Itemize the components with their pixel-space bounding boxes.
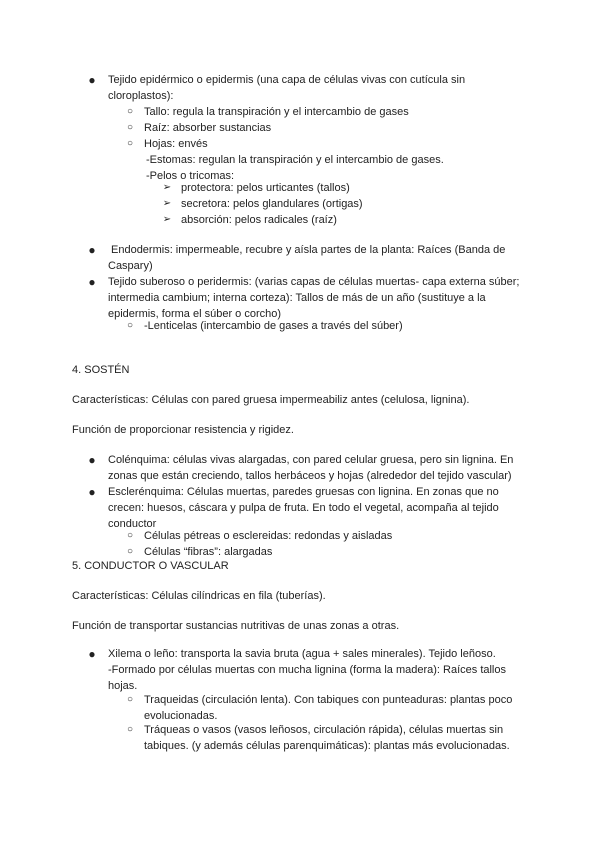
epidermis-line-2: cloroplastos): xyxy=(108,90,174,102)
endodermis-line-1: Endodermis: impermeable, recubre y aísla partes de la planta: Raíces (Banda de xyxy=(111,244,506,256)
circle-bullet-icon: ○ xyxy=(126,122,134,133)
estomas-line: -Estomas: regulan la transpiración y el intercambio de gases. xyxy=(146,154,444,166)
traqueas-line-2: tabiques. (y además células parenquimáticas): plantas más evolucionadas. xyxy=(144,740,510,752)
hojas-item: Hojas: envés xyxy=(144,138,208,150)
endodermis-item xyxy=(108,242,505,274)
xilema-line-1: Xilema o leño: transporta la savia bruta (agua + sales minerales). Tejido leñoso. xyxy=(108,648,496,660)
bullet-icon: ● xyxy=(88,647,96,661)
suberoso-line-1: Tejido suberoso o peridermis: (varias capas de células muertas- capa externa súber; xyxy=(108,276,520,288)
lenticelas-item: -Lenticelas (intercambio de gases a través del súber) xyxy=(144,320,403,332)
suberoso-line-2: intermedia cambium; interna corteza): Tallos de más de un año (sustituye a la xyxy=(108,292,486,304)
colenquima-item xyxy=(108,452,513,484)
esclerenquima-line-1: Esclerénquima: Células muertas, paredes gruesas con lignina. En zonas que no xyxy=(108,486,499,498)
section-4-funcion: Función de proporcionar resistencia y rigidez. xyxy=(72,424,294,436)
suberoso-item xyxy=(108,274,519,322)
tallo-item: Tallo: regula la transpiración y el intercambio de gases xyxy=(144,106,409,118)
esclerenquima-item xyxy=(108,484,499,532)
endodermis-line-2: Caspary) xyxy=(108,260,153,272)
secretora-item: secretora: pelos glandulares (ortigas) xyxy=(181,198,363,210)
raiz-item: Raíz: absorber sustancias xyxy=(144,122,272,134)
circle-bullet-icon: ○ xyxy=(126,530,134,541)
bullet-icon: ● xyxy=(88,453,96,467)
esclerenquima-line-3: conductor xyxy=(108,518,157,530)
section-5-heading: 5. CONDUCTOR O VASCULAR xyxy=(72,560,229,572)
traqueidas-line-2: evolucionadas. xyxy=(144,710,218,722)
circle-bullet-icon: ○ xyxy=(126,546,134,557)
circle-bullet-icon: ○ xyxy=(126,320,134,331)
section-5-funcion: Función de transportar sustancias nutritivas de unas zonas a otras. xyxy=(72,620,400,632)
protectora-item: protectora: pelos urticantes (tallos) xyxy=(181,182,350,194)
bullet-icon: ● xyxy=(88,243,96,257)
bullet-icon: ● xyxy=(88,485,96,499)
bullet-icon: ● xyxy=(88,73,96,87)
section-5-caracteristicas: Características: Células cilíndricas en fila (tuberías). xyxy=(72,590,326,602)
circle-bullet-icon: ○ xyxy=(126,138,134,149)
pelos-line: -Pelos o tricomas: xyxy=(146,170,235,182)
xilema-line-2: -Formado por células muertas con mucha lignina (forma la madera): Raíces tallos xyxy=(108,664,506,676)
arrowhead-bullet-icon: ➢ xyxy=(162,214,172,225)
arrowhead-bullet-icon: ➢ xyxy=(162,182,172,193)
esclerenquima-line-2: crecen: huesos, cáscara y pulpa de fruta. En todo el vegetal, acompaña al tejido xyxy=(108,502,499,514)
petreas-item: Células pétreas o esclereidas: redondas y aisladas xyxy=(144,530,393,542)
arrowhead-bullet-icon: ➢ xyxy=(162,198,172,209)
section-4-caracteristicas: Características: Células con pared gruesa impermeabiliz antes (celulosa, lignina). xyxy=(72,394,470,406)
traqueas-item xyxy=(144,722,510,754)
traqueas-line-1: Tráqueas o vasos (vasos leñosos, circulación rápida), células muertas sin xyxy=(144,724,504,736)
epidermis-line-1: Tejido epidérmico o epidermis (una capa de células vivas con cutícula sin xyxy=(108,74,466,86)
colenquima-line-2: zonas que están creciendo, tallos herbáceos y hojas (alrededor del tejido vascular) xyxy=(108,470,512,482)
traqueidas-line-1: Traqueidas (circulación lenta). Con tabiques con punteaduras: plantas poco xyxy=(144,694,513,706)
suberoso-line-3: epidermis, forma el súber o corcho) xyxy=(108,308,282,320)
circle-bullet-icon: ○ xyxy=(126,106,134,117)
traqueidas-item xyxy=(144,692,512,724)
absorcion-item: absorción: pelos radicales (raíz) xyxy=(181,214,337,226)
xilema-line-3: hojas. xyxy=(108,680,138,692)
circle-bullet-icon: ○ xyxy=(126,724,134,735)
epidermis-item xyxy=(108,72,465,104)
colenquima-line-1: Colénquima: células vivas alargadas, con pared celular gruesa, pero sin lignina. En xyxy=(108,454,514,466)
section-4-heading: 4. SOSTÉN xyxy=(72,364,130,376)
fibras-item: Células “fibras”: alargadas xyxy=(144,546,273,558)
bullet-icon: ● xyxy=(88,275,96,289)
circle-bullet-icon: ○ xyxy=(126,694,134,705)
xilema-item xyxy=(108,646,506,694)
